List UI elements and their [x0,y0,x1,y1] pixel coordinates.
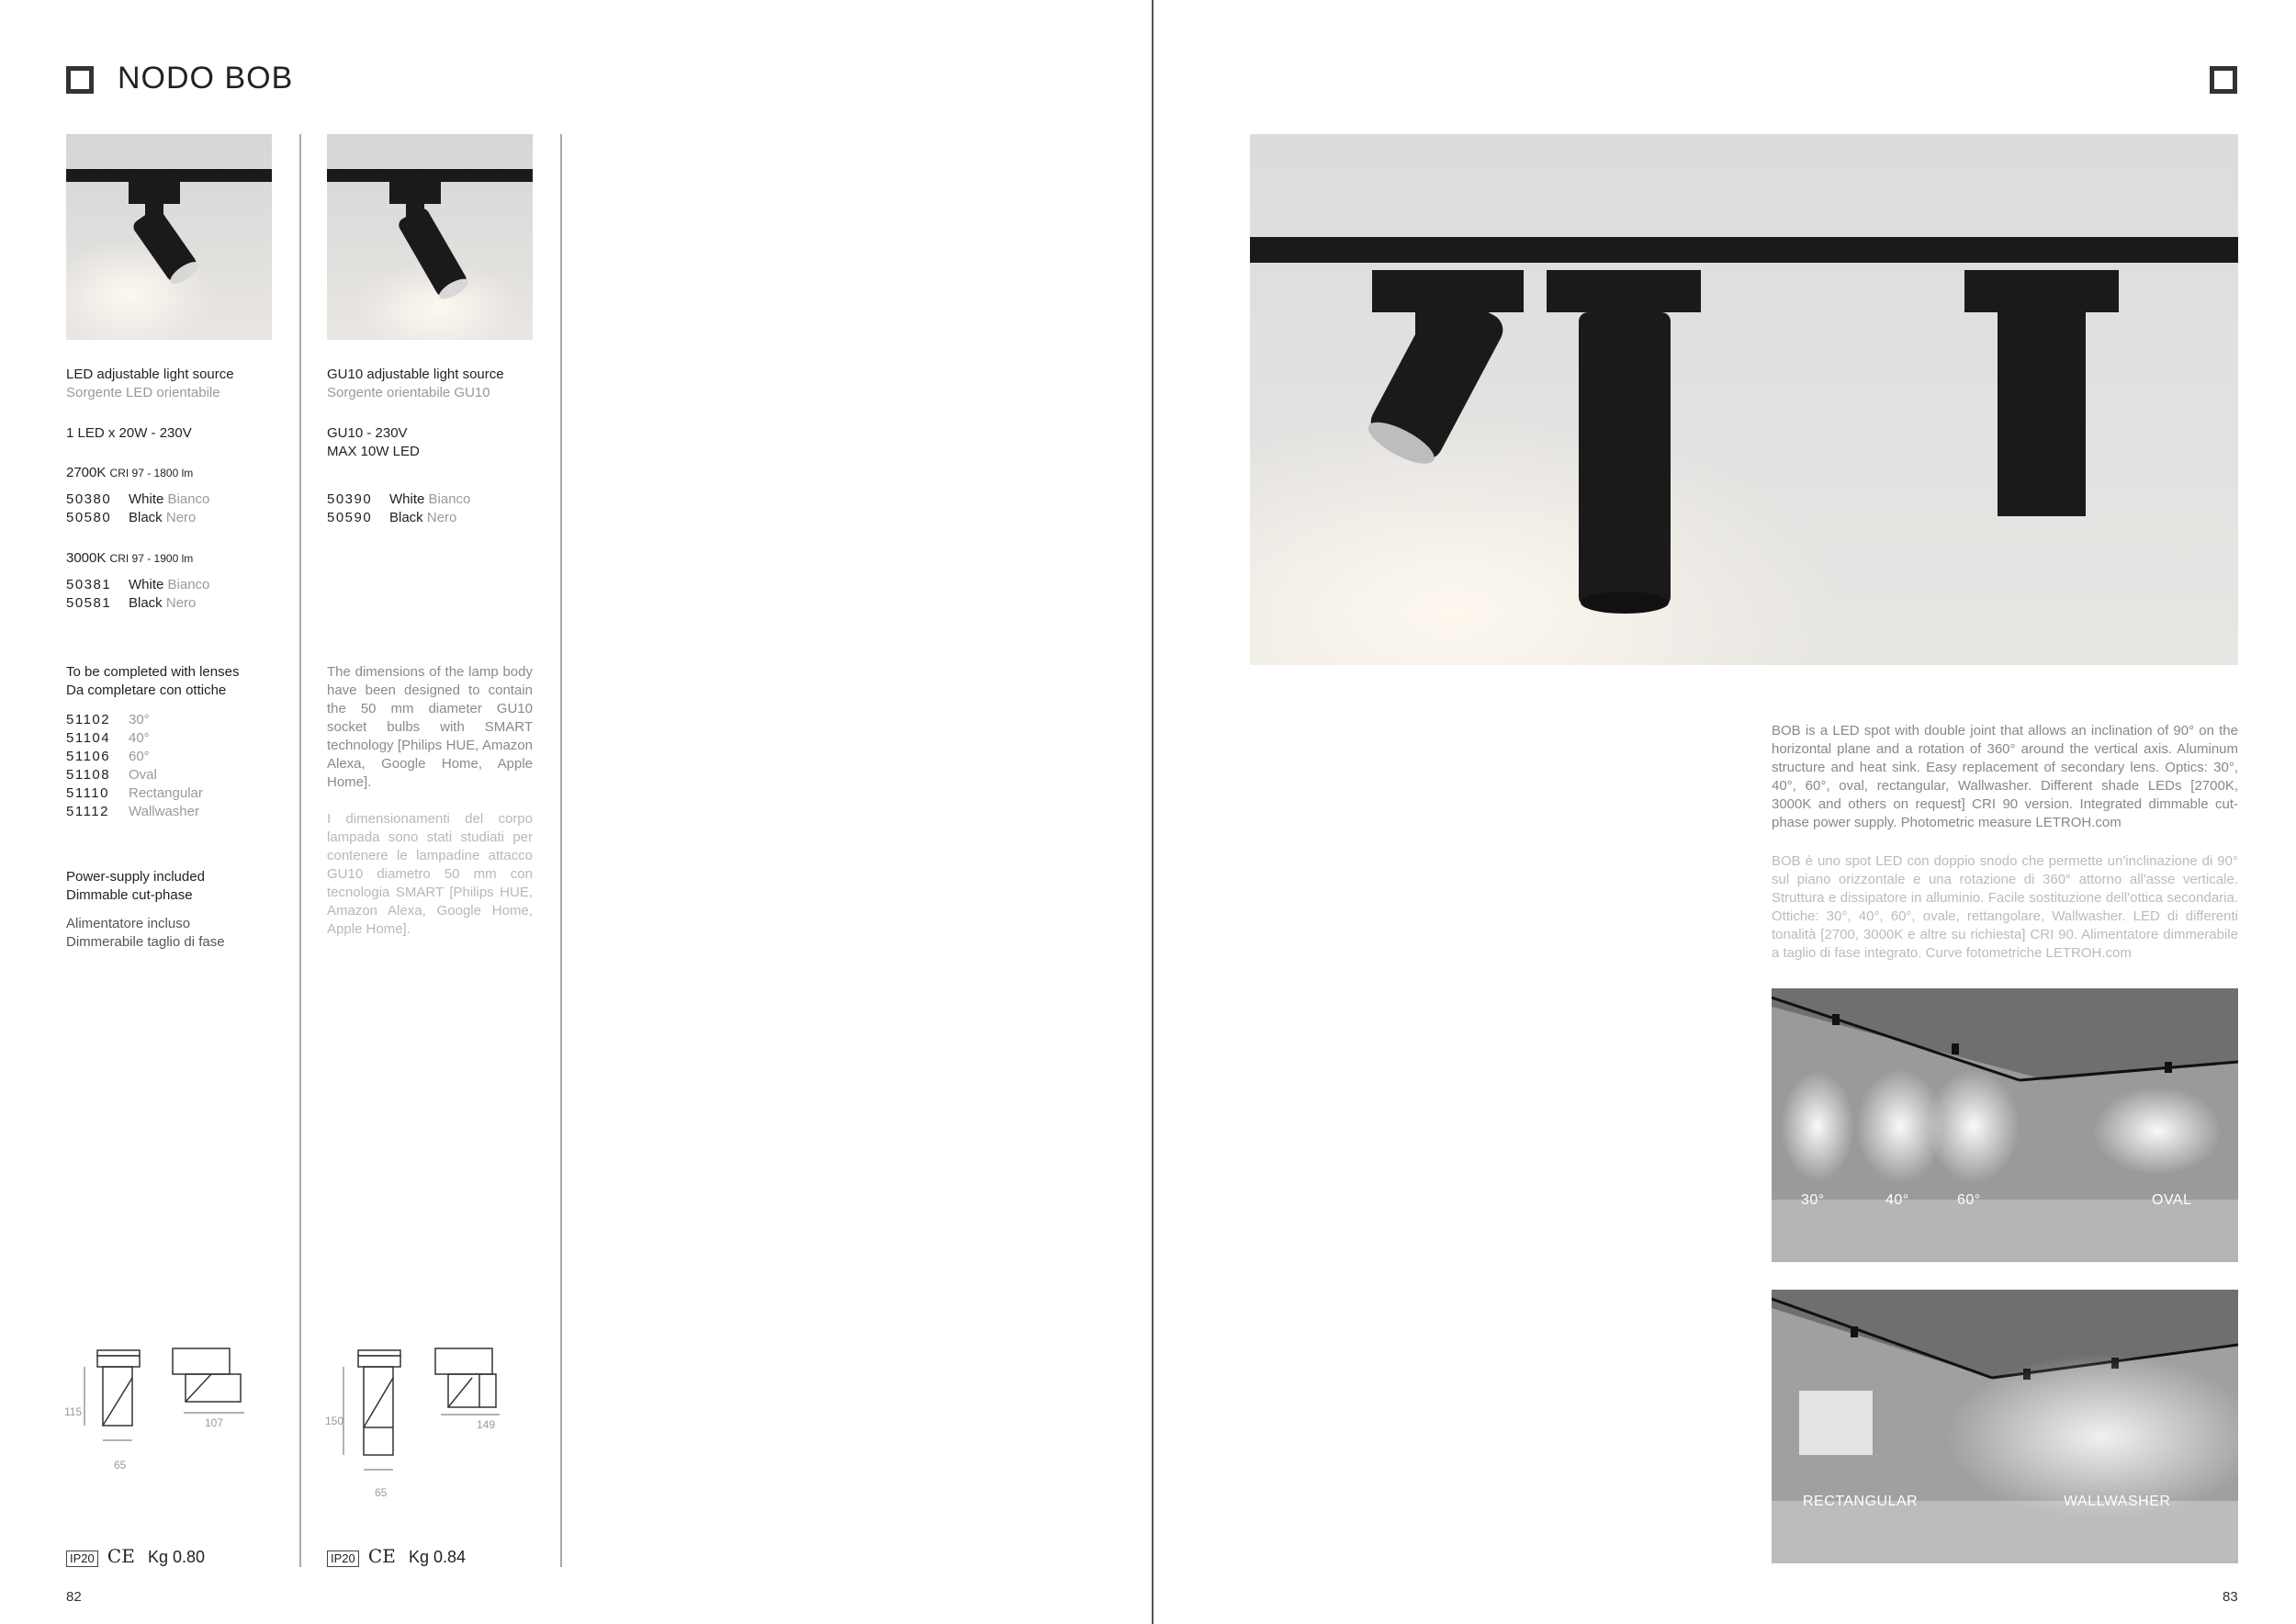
product-description-it: BOB è uno spot LED con doppio snodo che permette un'inclinazione di 90° sul piano orizzontale e una rotazione di 360° attorno all'asse verticale. Struttura e dissipatore in alluminio. Facile sostituzione dell'ottica secondaria. Ottiche: 30°, 40°, 60°, ovale, rettangolare, Wallwasher. LED di differenti tonalità [2700, 3000K e altre su richiesta] CRI 90. Alimentatore dimmerabile a taglio di fase integrato. Curve fotometriche LETROH.com [1772,853,2238,961]
column-divider [299,134,301,1567]
ip-rating-badge: IP20 [66,1551,98,1567]
product-code-row: 50381 White Bianco [66,577,210,592]
dim-length: 107 [205,1416,224,1429]
page-number-left: 82 [66,1589,82,1605]
lens-row: 51104 40° [66,730,150,746]
ce-mark: CE [107,1545,135,1567]
technical-drawing-led [55,1341,276,1479]
header-square-icon [2210,66,2237,94]
cri-info: CRI 97 - 1800 lm [109,467,194,479]
product-name-it: Sorgente LED orientabile [66,385,220,400]
product-image-gu10 [327,134,533,340]
lens-row: 51102 30° [66,712,150,727]
ce-mark: CE [367,1545,396,1567]
weight: Kg 0.84 [409,1548,467,1566]
page-title: NODO BOB [118,61,294,96]
beam-label-30: 30° [1801,1192,1825,1208]
lens-row: 51112 Wallwasher [66,804,199,819]
gu10-description-en: The dimensions of the lamp body have been designed to contain the 50 mm diameter GU10 socket bulbs with SMART technology [Philips HUE, Amazon Alexa, Google Home, Apple Home]. [327,664,533,790]
hero-product-photo [1250,134,2238,665]
dim-width: 65 [114,1459,127,1472]
dim-height: 150 [325,1415,344,1427]
product-name-it: Sorgente orientabile GU10 [327,385,490,400]
product-code-row: 50380 White Bianco [66,491,210,507]
beam-label-40: 40° [1885,1192,1909,1208]
lens-row: 51110 Rectangular [66,785,203,801]
header-square-icon [66,66,94,94]
product-code-row: 50590 Black Nero [327,510,457,525]
product-spec: 1 LED x 20W - 230V [66,425,192,441]
gu10-description-it: I dimensionamenti del corpo lampada sono stati studiati per contenere le lampadine attacco GU10 diametro 50 mm con tecnologia SMART [Philips HUE, Amazon Alexa, Google Home, Apple Home]. [327,811,533,937]
beam-label-wallwasher: WALLWASHER [2064,1494,2171,1509]
beam-label-60: 60° [1957,1192,1981,1208]
product-code-row: 50581 Black Nero [66,595,197,611]
page-number-right: 83 [2223,1589,2238,1605]
beam-demo-photo-2 [1772,1290,2238,1563]
product-image-led [66,134,272,340]
color-temp: 3000K [66,550,107,566]
column-divider [560,134,562,1567]
product-description-en: BOB is a LED spot with double joint that allows an inclination of 90° on the horizontal plane and a rotation of 360° around the vertical axis. Aluminum structure and heat sink. Easy replacement of secondary lens. Optics: 30°, 40°, 60°, oval, rectangular, Wallwasher. Different shade LEDs [2700K, 3000K and others on request] CRI 90 version. Integrated dimmable cut-phase power supply. Photometric measure LETROH.com [1772,723,2238,830]
lens-row: 51108 Oval [66,767,157,783]
dimmable-it: Dimmerabile taglio di fase [66,934,225,950]
certifications-led [66,1547,205,1568]
cri-info: CRI 97 - 1900 lm [109,552,194,565]
certifications-gu10 [327,1547,466,1568]
beam-label-rectangular: RECTANGULAR [1803,1494,1919,1509]
dim-height: 115 [64,1405,83,1418]
product-code-row: 50390 White Bianco [327,491,471,507]
ip-rating-badge: IP20 [327,1551,359,1567]
power-supply-it: Alimentatore incluso [66,916,191,931]
lenses-title-it: Da completare con ottiche [66,682,227,698]
color-temp: 2700K [66,465,107,480]
power-supply-en: Power-supply included [66,869,205,885]
lenses-title-en: To be completed with lenses [66,664,240,680]
dim-length: 149 [477,1418,496,1431]
product-spec: GU10 - 230V [327,425,408,441]
lens-row: 51106 60° [66,749,150,764]
product-name-en: LED adjustable light source [66,367,234,382]
weight: Kg 0.80 [148,1548,206,1566]
beam-label-oval: OVAL [2152,1192,2192,1208]
product-code-row: 50580 Black Nero [66,510,197,525]
product-spec: MAX 10W LED [327,444,420,459]
page-fold [1152,0,1154,1624]
beam-demo-photo-1 [1772,988,2238,1262]
technical-drawing-gu10 [316,1341,536,1497]
product-name-en: GU10 adjustable light source [327,367,504,382]
dim-width: 65 [375,1486,388,1499]
dimmable-en: Dimmable cut-phase [66,887,193,903]
